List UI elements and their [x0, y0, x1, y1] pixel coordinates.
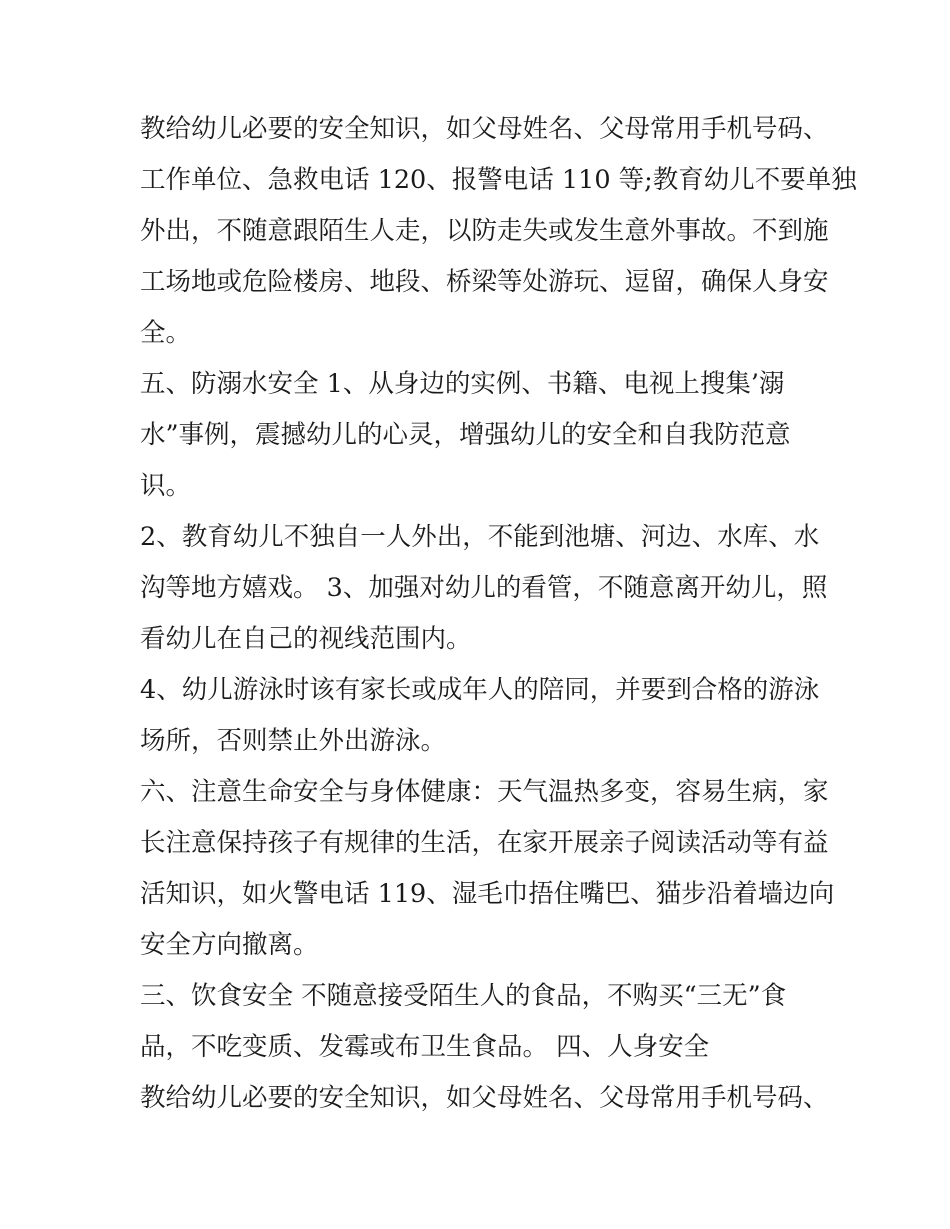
text-line: 长注意保持孩子有规律的生活，在家开展亲子阅读活动等有益	[140, 828, 829, 858]
text-line: 识。	[140, 471, 192, 501]
text-line: 品，不吃变质、发霉或布卫生食品。 四、人身安全	[140, 1032, 710, 1062]
text-line: 全。	[140, 318, 192, 348]
text-line: 六、注意生命安全与身体健康：天气温热多变，容易生病，家	[140, 777, 829, 807]
text-line: 场所，否则禁止外出游泳。	[140, 726, 447, 756]
text-line: 外出，不随意跟陌生人走，以防走失或发生意外事故。不到施	[140, 216, 829, 246]
text-line: 教给幼儿必要的安全知识，如父母姓名、父母常用手机号码、	[140, 114, 829, 144]
text-line: 沟等地方嬉戏。 3、加强对幼儿的看管，不随意离开幼儿，照	[140, 573, 828, 603]
text-line: 2、教育幼儿不独自一人外出，不能到池塘、河边、水库、水	[140, 522, 820, 552]
text-line: 活知识，如火警电话 119、湿毛巾捂住嘴巴、猫步沿着墙边向	[140, 879, 835, 909]
text-line: 工场地或危险楼房、地段、桥梁等处游玩、逗留，确保人身安	[140, 267, 829, 297]
text-line: 水”事例，震撼幼儿的心灵，增强幼儿的安全和自我防范意	[140, 420, 791, 450]
text-line: 五、防溺水安全 1、从身边的实例、书籍、电视上搜集’溺	[140, 369, 785, 399]
text-line: 安全方向撤离。	[140, 930, 319, 960]
text-line: 工作单位、急救电话 120、报警电话 110 等;教育幼儿不要单独	[140, 165, 857, 195]
text-line: 三、饮食安全 不随意接受陌生人的食品，不购买“三无”食	[140, 981, 787, 1011]
text-line: 4、幼儿游泳时该有家长或成年人的陪同，并要到合格的游泳	[140, 675, 820, 705]
text-line: 教给幼儿必要的安全知识，如父母姓名、父母常用手机号码、	[140, 1083, 829, 1113]
text-line: 看幼儿在自己的视线范围内。	[140, 624, 472, 654]
